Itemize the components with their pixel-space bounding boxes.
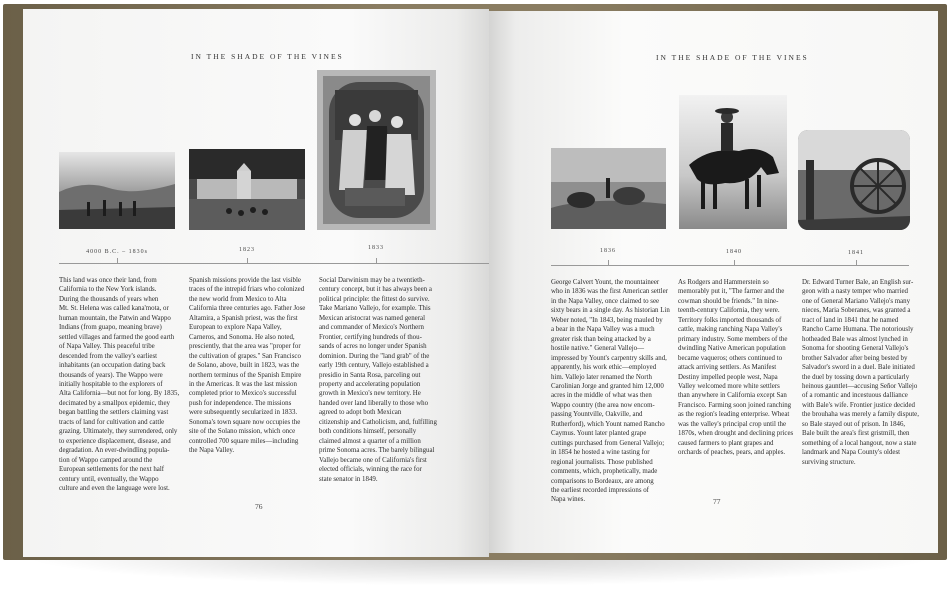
left-page xyxy=(23,9,489,557)
text-line: to experience displacement, disease, and xyxy=(59,437,171,445)
text-line: brother Salvador after being bested by xyxy=(802,354,908,362)
text-line: were subsequently secularized in 1833. xyxy=(189,409,298,417)
text-line: handed over land liberally to those who xyxy=(319,399,429,407)
timeline-tick xyxy=(608,260,609,266)
text-line: the brouhaha was merely a family dispute, xyxy=(802,411,919,419)
text-line: cowman should be friends." In nine- xyxy=(678,297,779,305)
text-line: citizenship and Catholicism, and, fulfilling xyxy=(319,418,437,426)
text-line: traces of the intrepid friars who colonized xyxy=(189,286,305,294)
text-line: Social Darwinism may be a twentieth- xyxy=(319,277,425,284)
text-line: settled villages and farmed the good earth xyxy=(59,333,175,341)
text-line: in the Americas. It was the last mission xyxy=(189,380,297,388)
text-line: Valley welcomed more white settlers xyxy=(678,382,780,390)
text-line: the Napa Valley. xyxy=(189,447,235,455)
text-line: de Solano, above, built in 1823, was the xyxy=(189,362,300,370)
timeline-date: 4000 B.C. – 1830s xyxy=(86,249,148,255)
text-line: tion of Wappo camped around the xyxy=(59,456,153,464)
text-line: Carolinian Jorge and granted him 12,000 xyxy=(551,382,664,390)
text-column xyxy=(551,278,670,505)
text-line: surviving structure. xyxy=(802,458,856,466)
text-line: decimated by a smallpox epidemic, they xyxy=(59,399,170,407)
text-line: grazing. Ultimately, they surrendered, only xyxy=(59,428,178,436)
timeline-tick xyxy=(247,258,248,264)
photo-vallejo-family xyxy=(317,70,436,230)
text-line: the earliest recorded impressions of xyxy=(551,486,649,494)
text-line: geon with a nasty temper who married xyxy=(802,288,909,296)
text-line: comparisons to Bordeaux, are among xyxy=(551,477,654,485)
timeline-tick xyxy=(734,260,735,266)
timeline-tick xyxy=(376,258,377,264)
photo-native-tribe xyxy=(59,152,175,229)
text-line: Napa wines. xyxy=(551,496,586,504)
text-line: descended from the valley's earliest xyxy=(59,352,158,360)
text-line: century concept, but it has always been a xyxy=(319,286,432,294)
text-line: California three centuries ago. Father Jose xyxy=(189,305,306,313)
text-line: Carneros, and Sonoma. He also noted, xyxy=(189,333,295,341)
right-page xyxy=(489,11,938,553)
text-line: teenth-century California, they were. xyxy=(678,307,780,315)
timeline-date: 1841 xyxy=(848,250,864,256)
text-line: site of the Solano mission, which once xyxy=(189,428,296,436)
text-line: sixty bears in a single day. As historian Lin xyxy=(551,307,670,315)
text-line: Sonoma's town square now occupies the xyxy=(189,418,301,426)
page-number-left: 76 xyxy=(255,502,263,511)
text-line: political principle: the fittest do survive. xyxy=(319,295,430,303)
text-line: with Bale's wife. Frontier justice decided xyxy=(802,401,915,409)
text-line: greater risk than being attacked by a xyxy=(551,335,651,343)
text-line: California to the New York islands. xyxy=(59,286,157,294)
text-line: claimed almost a quarter of a million xyxy=(319,437,421,445)
text-line: than anywhere in California except San xyxy=(678,392,787,400)
text-line: both conditions himself, personally xyxy=(319,428,417,436)
text-line: hostile native." General Vallejo— xyxy=(551,345,645,353)
text-line: Sonoma for shooting General Vallejo's xyxy=(802,345,909,353)
text-line: one of General Mariano Vallejo's many xyxy=(802,297,911,305)
text-line: attack arriving settlers. As Manifest xyxy=(678,364,777,372)
text-line: in the Napa Valley, once claimed to see xyxy=(551,297,660,305)
text-line: sands of acres no longer under Spanish xyxy=(319,343,427,351)
timeline-line xyxy=(59,263,489,264)
photo-bear-hunt xyxy=(551,148,666,229)
text-line: caused farmers to plant grapes and xyxy=(678,439,774,447)
text-line: dwindling Native American population xyxy=(678,345,786,353)
text-line: a bear in the Napa Valley was a much xyxy=(551,326,655,334)
text-line: tracts of land for cultivation and cattle xyxy=(59,418,165,426)
text-line: culture and even the language were lost. xyxy=(59,484,170,492)
text-line: something of a local hangout, now a state xyxy=(802,439,917,447)
book-shadow xyxy=(20,556,940,586)
text-line: the cultivation of grapes." San Francisco xyxy=(189,352,301,360)
text-line: Vallejo became one of California's first xyxy=(319,456,427,464)
text-line: regional journalists. Those published xyxy=(551,458,653,466)
text-line: who in 1836 was the first American settler xyxy=(551,288,668,296)
text-line: Alta California—but not for long. By 1835, xyxy=(59,390,180,398)
text-line: of a romantic and incestuous dalliance xyxy=(802,392,908,400)
text-line: inhabitants (an occupation dating back xyxy=(59,362,166,370)
text-column xyxy=(678,278,793,458)
running-head-left: IN THE SHADE OF THE VINES xyxy=(191,52,344,61)
text-line: apparently, his work ethic—employed xyxy=(551,364,657,372)
text-line: cattle, making ranching Napa Valley's xyxy=(678,326,783,334)
text-line: century until, eventually, the Wappo xyxy=(59,475,159,483)
text-line: Caymus. Yount later planted grape xyxy=(551,430,647,438)
text-line: hotheaded Bale was almost lynched in xyxy=(802,335,908,343)
running-head-right: IN THE SHADE OF THE VINES xyxy=(656,53,809,62)
text-line: growth in Mexico's new territory. He xyxy=(319,390,421,398)
text-line: primary industry. Some members of the xyxy=(678,335,788,343)
text-line: memorably put it, "The farmer and the xyxy=(678,288,785,296)
text-line: was the valley's principal crop until the xyxy=(678,420,787,428)
text-line: early 19th century, Vallejo established a xyxy=(319,362,429,370)
photo-mission-solano xyxy=(189,149,305,230)
text-line: Rancho Carne Humana. The notoriously xyxy=(802,326,914,334)
text-column xyxy=(59,276,179,493)
text-line: initially hospitable to the explorers of xyxy=(59,380,163,388)
text-line: became vaqueros; others continued to xyxy=(678,354,783,362)
text-line: Territory folks imported thousands of xyxy=(678,316,782,324)
text-line: property and accelerating population xyxy=(319,380,421,388)
text-line: Wappo country (the area now encom- xyxy=(551,401,655,409)
text-line: Francisco. Farming soon joined ranching xyxy=(678,401,792,409)
text-line: Take Mariano Vallejo, for example. This xyxy=(319,305,431,313)
text-line: as the region's leading enterprise. Wheat xyxy=(678,411,790,419)
text-line: push for independence. The missions xyxy=(189,399,292,407)
text-line: him. Vallejo later renamed the North xyxy=(551,373,652,381)
text-line: Indians (from guapo, meaning brave) xyxy=(59,324,162,332)
text-line: Salvador's sword in a duel. Bale initiated xyxy=(802,364,915,372)
timeline-tick xyxy=(117,258,118,264)
text-line: acres in the middle of what was then xyxy=(551,392,652,400)
text-line: European to explore Napa Valley, xyxy=(189,324,282,332)
text-line: so Bale stayed out of prison. In 1846, xyxy=(802,420,906,428)
text-line: During the thousands of years when xyxy=(59,295,159,303)
timeline-date: 1833 xyxy=(368,245,384,251)
text-line: thousands of years). The Wappo were xyxy=(59,371,163,379)
text-line: in 1854 he hosted a wine tasting for xyxy=(551,449,650,457)
text-line: Mt. St. Helena was called kana'mota, or xyxy=(59,305,169,313)
text-line: controlled 700 square miles—including xyxy=(189,437,299,445)
text-line: comments, which, prophetically, made xyxy=(551,468,658,476)
text-line: Bale built the area's first gristmill, then xyxy=(802,430,910,438)
text-line: of Napa Valley. This peaceful tribe xyxy=(59,343,155,351)
text-line: and commander of Mexico's Northern xyxy=(319,324,424,332)
timeline-date: 1823 xyxy=(239,247,255,253)
photo-gristmill xyxy=(798,130,910,230)
text-line: George Calvert Yount, the mountaineer xyxy=(551,279,660,286)
text-line: presidio in Santa Rosa, parceling out xyxy=(319,371,421,379)
text-line: prime Sonoma acres. The barely bilingual xyxy=(319,447,435,455)
text-line: Mexican aristocrat was named general xyxy=(319,314,425,322)
text-column xyxy=(319,276,437,484)
text-line: Rutherford), which Yount named Rancho xyxy=(551,420,665,428)
timeline-date: 1840 xyxy=(726,249,742,255)
text-line: This land was once their land, from xyxy=(59,277,157,284)
text-line: Destiny impelled people west, Napa xyxy=(678,373,778,381)
text-line: impressed by Yount's carpentry skills and, xyxy=(551,354,667,362)
timeline-tick xyxy=(856,260,857,266)
text-line: European settlements for the next half xyxy=(59,466,165,474)
text-line: orchards of peaches, pears, and apples. xyxy=(678,449,786,457)
text-line: heinous gauntlet—accusing Señor Vallejo xyxy=(802,382,918,390)
text-line: passing Yountville, Oakville, and xyxy=(551,411,643,419)
text-line: completed prior to Mexico's successful xyxy=(189,390,297,398)
text-line: Altamira, a Spanish priest, was the first xyxy=(189,314,298,322)
text-line: nieces, Maria Soberanes, was granted a xyxy=(802,307,911,315)
text-column xyxy=(802,278,919,467)
text-line: began battling the settlers claiming vast xyxy=(59,409,169,417)
text-line: state senator in 1849. xyxy=(319,475,378,483)
page-number-right: 77 xyxy=(713,497,721,506)
text-line: 1870s, when drought and declining prices xyxy=(678,430,794,438)
text-line: landmark and Napa County's oldest xyxy=(802,449,901,457)
text-line: the duel by tossing down a particularly xyxy=(802,373,910,381)
text-line: Dr. Edward Turner Bale, an English sur- xyxy=(802,279,914,286)
text-line: Spanish missions provide the last visible xyxy=(189,277,301,284)
text-line: cuttings purchased from General Vallejo; xyxy=(551,439,665,447)
text-line: elected officials, winning the race for xyxy=(319,466,422,474)
text-line: northern terminus of the Spanish Empire xyxy=(189,371,302,379)
text-line: presciently, that the area was "proper for xyxy=(189,343,301,351)
text-line: degradation. An ever-dwindling popula- xyxy=(59,447,170,455)
text-line: Frontier, certifying hundreds of thou- xyxy=(319,333,422,341)
text-column xyxy=(189,276,305,456)
text-line: tract of land in 1841 that he named xyxy=(802,316,899,324)
timeline-date: 1836 xyxy=(600,248,616,254)
text-line: Weber noted, "In 1843, being mauled by xyxy=(551,316,663,324)
text-line: human mountain, the Patwin and Wappo xyxy=(59,314,171,322)
text-line: the new world from Mexico to Alta xyxy=(189,295,287,303)
text-line: dominion. During the "land grab" of the xyxy=(319,352,430,360)
photo-vaquero-horse xyxy=(679,95,787,229)
text-line: As Rodgers and Hammerstein so xyxy=(678,279,769,286)
text-line: agreed to adopt both Mexican xyxy=(319,409,402,417)
